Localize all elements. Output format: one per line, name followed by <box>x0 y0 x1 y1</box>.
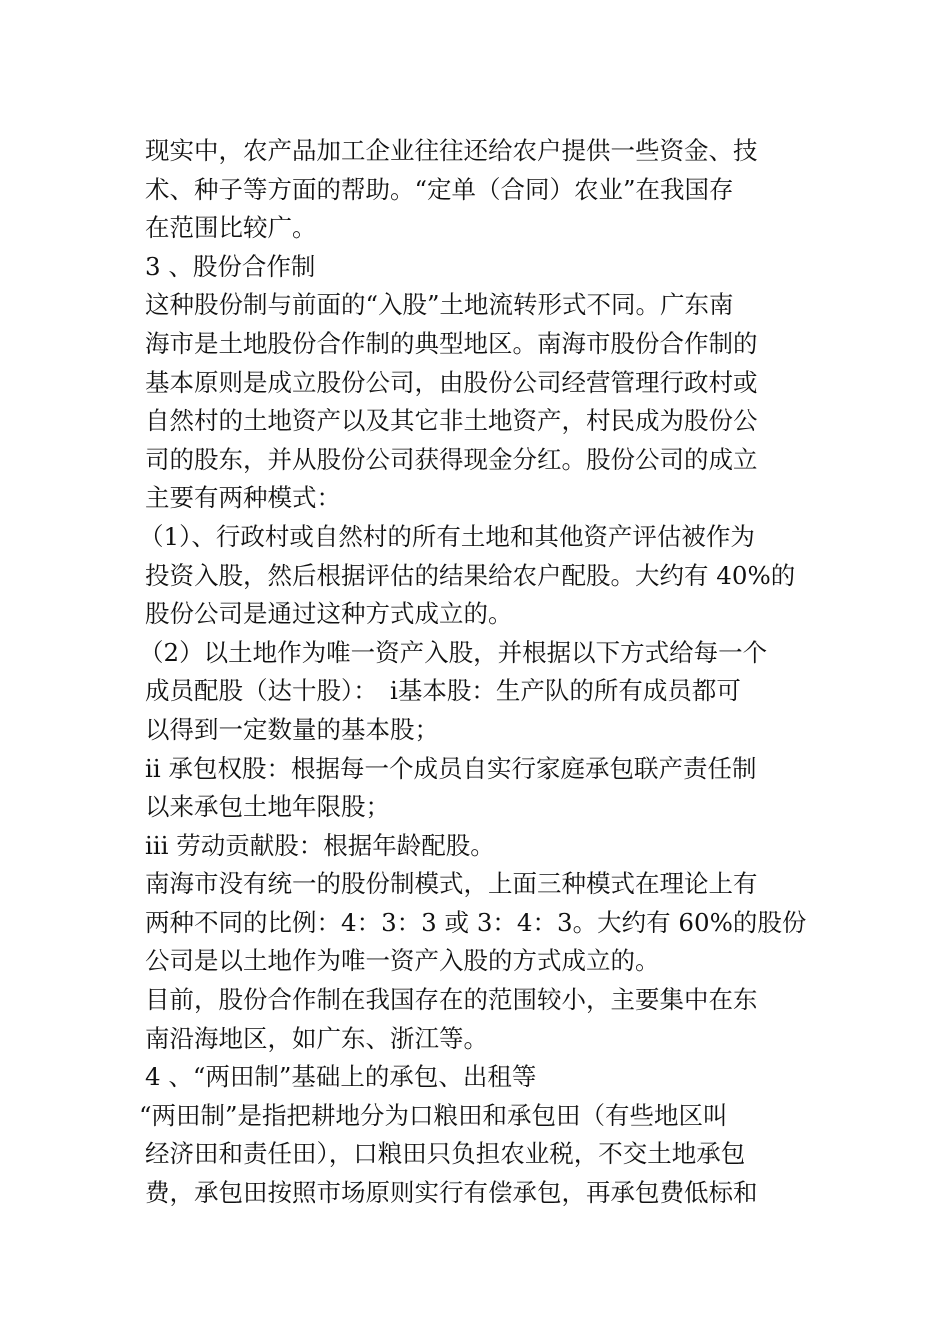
section-heading-4: 4 、“两田制”基础上的承包、出租等 <box>145 1062 537 1092</box>
section-heading-3: 3 、股份合作制 <box>145 251 316 281</box>
text-line: 在范围比较广。 <box>145 213 317 243</box>
text-line: 南沿海地区，如广东、浙江等。 <box>145 1023 488 1053</box>
text-line: 经济田和责任田），口粮田只负担农业税，不交土地承包 <box>145 1139 746 1169</box>
text-line: 主要有两种模式： <box>145 483 341 513</box>
sub-item-ii: ⅱ 承包权股：根据每一个成员自实行家庭承包联产责任制 <box>145 753 757 783</box>
text-line: “两田制”是指把耕地分为口粮田和承包田（有些地区叫 <box>139 1100 728 1130</box>
text-line: 以来承包土地年限股； <box>145 792 390 822</box>
text-line: 自然村的土地资产以及其它非土地资产，村民成为股份公 <box>145 406 758 436</box>
text-line: 这种股份制与前面的“入股”土地流转形式不同。广东南 <box>145 290 734 320</box>
text-line: 南海市没有统一的股份制模式，上面三种模式在理论上有 <box>145 869 758 899</box>
list-item-2: （2）以土地作为唯一资产入股，并根据以下方式给每一个 <box>139 637 768 667</box>
text-line: 股份公司是通过这种方式成立的。 <box>145 599 513 629</box>
list-item-1: （1）、行政村或自然村的所有土地和其他资产评估被作为 <box>139 521 755 551</box>
text-line: 费，承包田按照市场原则实行有偿承包，再承包费低标和 <box>145 1178 758 1208</box>
text-line: 投资入股，然后根据评估的结果给农户配股。大约有 40%的 <box>145 560 796 590</box>
text-line: 成员配股（达十股）： ⅰ基本股：生产队的所有成员都可 <box>145 676 741 706</box>
text-line: 公司是以土地作为唯一资产入股的方式成立的。 <box>145 946 660 976</box>
text-line: 以得到一定数量的基本股； <box>145 714 439 744</box>
text-line: 基本原则是成立股份公司，由股份公司经营管理行政村或 <box>145 367 758 397</box>
body-text <box>139 132 810 1213</box>
sub-item-iii: ⅲ 劳动贡献股：根据年龄配股。 <box>145 830 495 860</box>
text-line: 现实中，农产品加工企业往往还给农户提供一些资金、技 <box>145 136 758 165</box>
text-line: 两种不同的比例：4：3：3 或 3：4：3。大约有 60%的股份 <box>145 907 807 937</box>
text-line: 海市是土地股份合作制的典型地区。南海市股份合作制的 <box>145 328 758 358</box>
text-line: 目前，股份合作制在我国存在的范围较小，主要集中在东 <box>145 985 758 1015</box>
text-line: 术、种子等方面的帮助。“定单（合同）农业”在我国存 <box>145 174 734 204</box>
text-line: 司的股东，并从股份公司获得现金分红。股份公司的成立 <box>145 444 758 474</box>
